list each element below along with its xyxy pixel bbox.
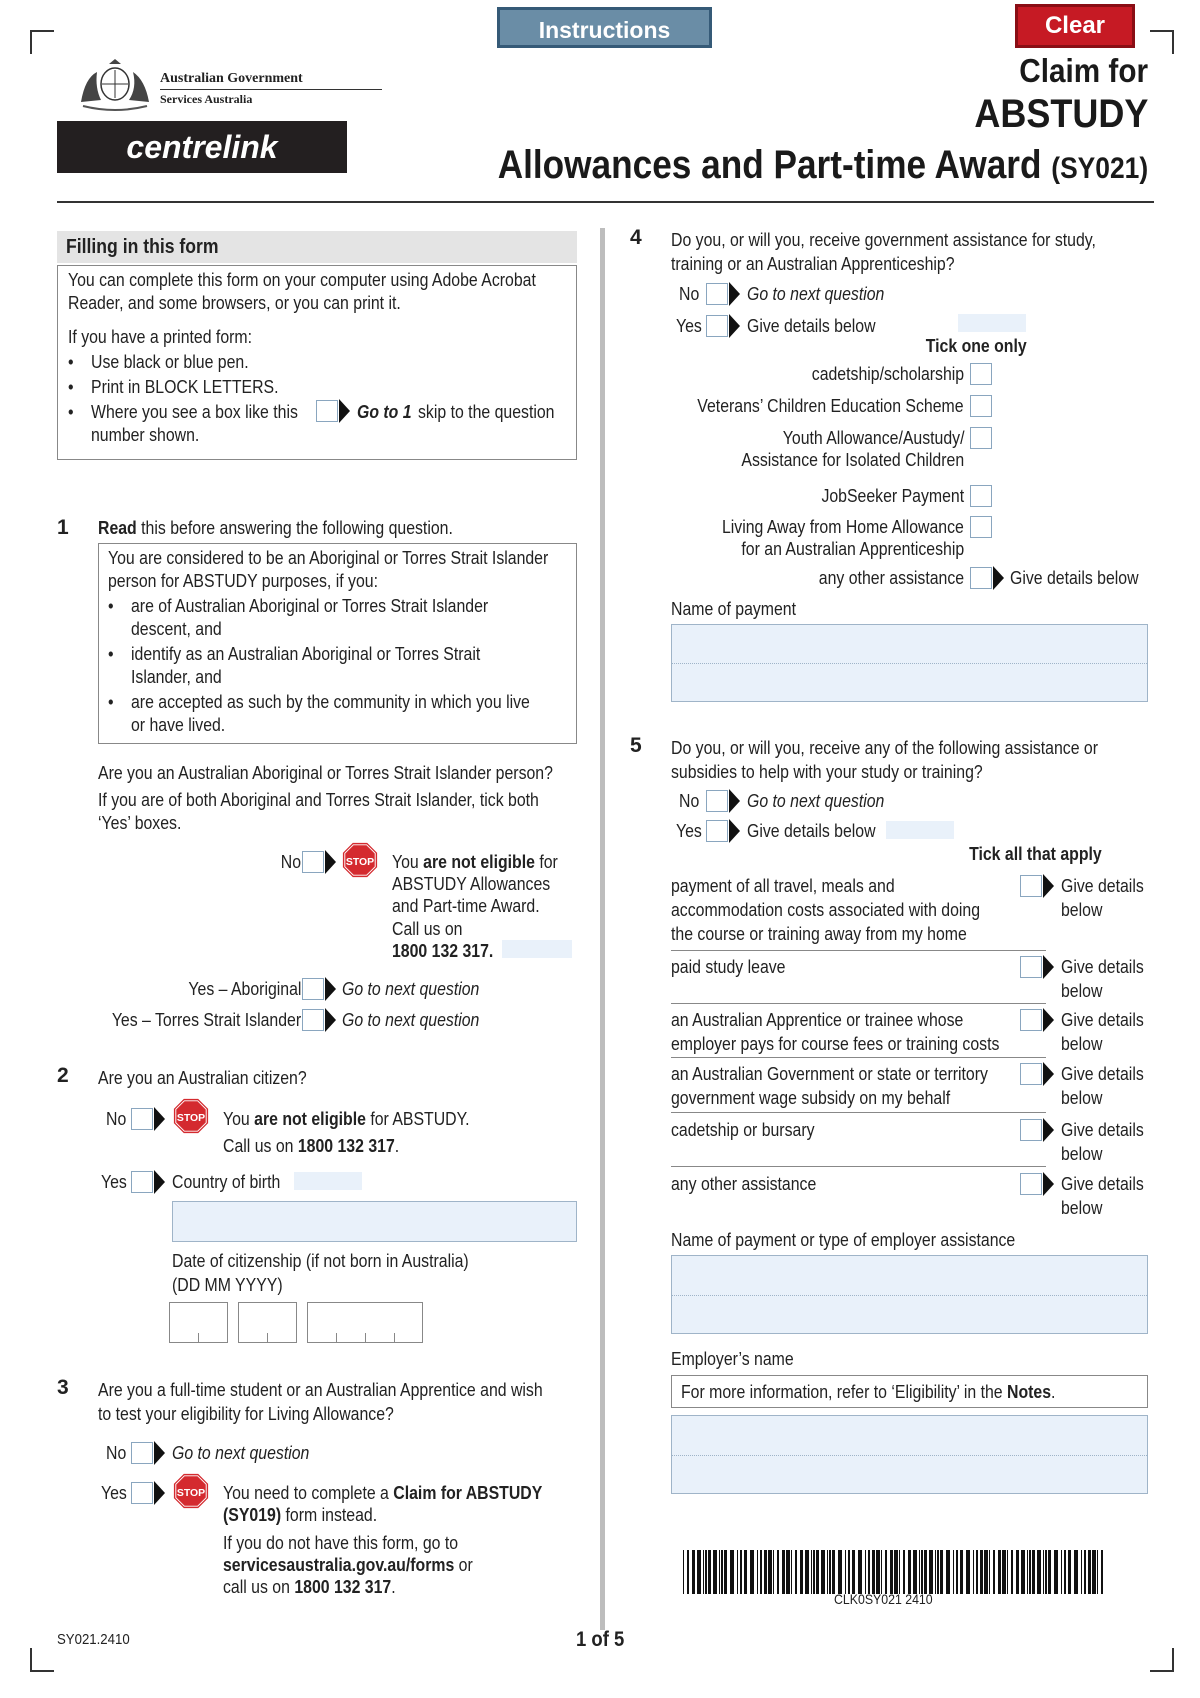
arrow-icon [339, 399, 350, 423]
form-code: (SY021) [1051, 152, 1148, 185]
q1-no-checkbox[interactable] [302, 851, 324, 873]
bullet: • [68, 352, 74, 372]
q4-no-label: No [679, 284, 700, 304]
coat-of-arms-icon [75, 58, 155, 114]
bullet: • [68, 377, 74, 397]
barcode-bar [953, 1550, 954, 1594]
q5-question: subsidies to help with your study or training? [671, 762, 983, 782]
barcode-bar [692, 1550, 695, 1594]
q5-name-of-payment-input[interactable] [671, 1255, 1148, 1334]
barcode-bar [764, 1550, 767, 1594]
row-divider [671, 950, 1046, 951]
give-details-label: below [1061, 1088, 1103, 1108]
barcode-bar [721, 1550, 723, 1594]
centrelink-logo: centrelink [57, 121, 347, 173]
q4-yes-checkbox[interactable] [706, 315, 728, 337]
barcode-bar [1021, 1550, 1025, 1594]
q1-info-text: or have lived. [131, 715, 226, 735]
question-number: 1 [57, 516, 69, 539]
q5-option-label: an Australian Apprentice or trainee whose [671, 1010, 964, 1030]
arrow-icon [1043, 1008, 1054, 1032]
barcode-bar [805, 1550, 809, 1594]
barcode-bar [773, 1550, 774, 1594]
barcode-bar [800, 1550, 803, 1594]
q1-yes-torres-checkbox[interactable] [302, 1009, 324, 1031]
barcode-bar [1081, 1550, 1082, 1594]
info-text: For more information, refer to ‘Eligibility’ in the Notes. [681, 1382, 1056, 1402]
barcode-bar [1032, 1550, 1035, 1594]
instructions-button[interactable]: Instructions [497, 7, 712, 48]
barcode-bar [980, 1550, 983, 1594]
form-title-line3: Allowances and Part-time Award (SY021) [497, 143, 1148, 187]
q4-name-label: Name of payment [671, 599, 797, 619]
q3-yes-text: You need to complete a Claim for ABSTUDY [223, 1483, 543, 1503]
q4-yes-label: Yes [676, 316, 702, 336]
q3-yes-label: Yes [101, 1483, 127, 1503]
q5-option-label: payment of all travel, meals and [671, 876, 895, 896]
q4-veterans-checkbox[interactable] [970, 395, 992, 417]
barcode-bar [1048, 1550, 1051, 1594]
barcode-bar [1045, 1550, 1047, 1594]
employer-name-input[interactable] [671, 1415, 1148, 1494]
barcode-bar [1084, 1550, 1086, 1594]
barcode-bar [760, 1550, 762, 1594]
row-divider [671, 1112, 1046, 1113]
give-details-label: Give details below [747, 316, 876, 336]
q2-yes-label: Yes [101, 1172, 127, 1192]
give-details-label: Give details [1061, 1010, 1144, 1030]
q5-question: Do you, or will you, receive any of the following assistance or [671, 738, 1099, 758]
give-details-label: below [1061, 1198, 1103, 1218]
q3-question: to test your eligibility for Living Allowance? [98, 1404, 394, 1424]
form-title-line1: Claim for [1019, 52, 1148, 89]
barcode-text: CLK0SY021 2410 [834, 1591, 933, 1607]
row-divider [671, 1057, 1046, 1058]
barcode-bar [1061, 1550, 1062, 1594]
q1-note: If you are of both Aboriginal and Torres Strait Islander, tick both [98, 790, 539, 810]
barcode-bar [937, 1550, 939, 1594]
crop-mark [30, 30, 54, 54]
q1-not-eligible: ABSTUDY Allowances [392, 874, 551, 894]
date-format-label: (DD MM YYYY) [172, 1275, 283, 1295]
give-details-label: below [1061, 1034, 1103, 1054]
arrow-icon [1043, 1118, 1054, 1142]
q3-link: servicesaustralia.gov.au/forms or [223, 1555, 473, 1575]
q4-jobseeker-checkbox[interactable] [970, 485, 992, 507]
stop-icon [172, 1097, 210, 1135]
barcode-bar [683, 1550, 684, 1594]
country-of-birth-label: Country of birth [172, 1172, 281, 1192]
q5-other-checkbox[interactable] [1020, 1173, 1042, 1195]
barcode-bar [935, 1550, 936, 1594]
q5-wage-subsidy-checkbox[interactable] [1020, 1063, 1042, 1085]
q1-note: ‘Yes’ boxes. [98, 813, 182, 833]
arrow-icon [1043, 955, 1054, 979]
filling-heading: Filling in this form [66, 236, 219, 258]
barcode-bar [791, 1550, 792, 1594]
country-of-birth-input[interactable] [172, 1201, 577, 1242]
arrow-icon [729, 819, 740, 843]
barcode-bar [976, 1550, 978, 1594]
barcode-bar [744, 1550, 747, 1594]
form-version: SY021.2410 [57, 1631, 130, 1648]
goto-label: Go to 1 [357, 402, 412, 422]
q4-name-of-payment-input[interactable] [671, 624, 1148, 702]
barcode-bar [1068, 1550, 1071, 1594]
q1-info-text: are of Australian Aboriginal or Torres Strait Islander [131, 596, 489, 616]
barcode-bar [713, 1550, 717, 1594]
crop-mark [1150, 1648, 1174, 1672]
filling-text: You can complete this form on your computer using Adobe Acrobat [68, 270, 536, 290]
arrow-icon [325, 1008, 336, 1032]
svg-text:STOP: STOP [345, 856, 375, 868]
barcode-bar [989, 1550, 990, 1594]
filling-bullet: number shown. [91, 425, 200, 445]
q1-info-text: person for ABSTUDY purposes, if you: [108, 571, 379, 591]
q3-yes-text: (SY019) form instead. [223, 1505, 378, 1525]
page-number: 1 of 5 [576, 1628, 625, 1651]
arrow-icon [325, 977, 336, 1001]
q1-yes-torres-label: Yes – Torres Strait Islander [111, 1010, 301, 1030]
q4-option-label: Veterans’ Children Education Scheme [697, 396, 964, 416]
barcode-bar [1029, 1550, 1031, 1594]
clear-button[interactable]: Clear [1015, 4, 1135, 48]
q4-option-label: Living Away from Home Allowance [722, 517, 964, 537]
q5-yes-checkbox[interactable] [706, 820, 728, 842]
barcode-bar [973, 1550, 974, 1594]
q5-no-checkbox[interactable] [706, 790, 728, 812]
barcode-bar [1092, 1550, 1096, 1594]
q3-yes-checkbox[interactable] [131, 1482, 153, 1504]
goto-label: Go to next question [342, 979, 480, 999]
barcode-bar [960, 1550, 963, 1594]
stop-icon [172, 1472, 210, 1510]
barcode-bar [1037, 1550, 1041, 1594]
crop-mark [30, 1648, 54, 1672]
q4-youth-allowance-checkbox[interactable] [970, 427, 992, 449]
barcode-bar [993, 1550, 995, 1594]
bullet: • [108, 596, 114, 616]
q1-not-eligible: You are not eligible for [392, 852, 558, 872]
row-divider [671, 1003, 1046, 1004]
give-details-label: Give details below [1010, 568, 1139, 588]
bullet: • [108, 644, 114, 664]
q5-name-label: Name of payment or type of employer assistance [671, 1230, 1016, 1250]
give-details-label: below [1061, 900, 1103, 920]
bullet: • [108, 692, 114, 712]
q3-call: call us on 1800 132 317. [223, 1577, 396, 1597]
barcode-bar [1054, 1550, 1058, 1594]
barcode-bar [1043, 1550, 1044, 1594]
goto-label: Go to next question [342, 1010, 480, 1030]
barcode-bar [719, 1550, 720, 1594]
q1-not-eligible: and Part-time Award. [392, 896, 540, 916]
header-divider [57, 201, 1154, 203]
question-number: 2 [57, 1064, 69, 1087]
q5-travel-checkbox[interactable] [1020, 875, 1042, 897]
arrow-icon [993, 566, 1004, 590]
barcode-bar [708, 1550, 711, 1594]
q2-no-label: No [106, 1109, 127, 1129]
q4-living-away-checkbox[interactable] [970, 516, 992, 538]
q1-not-eligible: Call us on [392, 919, 463, 939]
q5-yes-label: Yes [676, 821, 702, 841]
q2-call: Call us on 1800 132 317. [223, 1136, 400, 1156]
q1-intro: Read this before answering the following question. [98, 518, 453, 538]
barcode-bar [1074, 1550, 1078, 1594]
barcode-bar [821, 1550, 825, 1594]
form-title-line2: ABSTUDY [973, 92, 1148, 136]
q3-no-label: No [106, 1443, 127, 1463]
q5-option-label: any other assistance [671, 1174, 817, 1194]
row-divider [671, 1166, 1046, 1167]
q1-info-text: You are considered to be an Aboriginal or Torres Strait Islander [108, 548, 549, 568]
barcode-bar [956, 1550, 958, 1594]
stop-icon [341, 841, 379, 879]
barcode-bar [740, 1550, 742, 1594]
government-logo [75, 58, 303, 119]
q2-question: Are you an Australian citizen? [98, 1068, 307, 1088]
barcode-bar [724, 1550, 727, 1594]
agency-name: Services Australia [160, 92, 253, 106]
hidden-field[interactable] [886, 821, 954, 839]
q5-option-label: accommodation costs associated with doing [671, 900, 981, 920]
barcode-bar [1097, 1550, 1098, 1594]
q5-option-label: paid study leave [671, 957, 786, 977]
barcode-bar [811, 1550, 812, 1594]
barcode-bar [940, 1550, 943, 1594]
barcode-bar [827, 1550, 828, 1594]
question-number: 3 [57, 1376, 69, 1399]
q5-option-label: the course or training away from my home [671, 924, 967, 944]
svg-text:STOP: STOP [176, 1487, 206, 1499]
goto-label: Go to next question [172, 1443, 310, 1463]
arrow-icon [325, 850, 336, 874]
q4-other-checkbox[interactable] [970, 567, 992, 589]
arrow-icon [154, 1107, 165, 1131]
q3-yes-text: If you do not have this form, go to [223, 1533, 459, 1553]
hidden-field[interactable] [294, 1172, 362, 1190]
barcode-bar [1101, 1550, 1103, 1594]
barcode-bar [1064, 1550, 1066, 1594]
give-details-label: Give details [1061, 1174, 1144, 1194]
q5-apprentice-checkbox[interactable] [1020, 1009, 1042, 1031]
bullet: • [68, 402, 74, 422]
employer-name-label: Employer’s name [671, 1349, 794, 1369]
barcode-bar [705, 1550, 707, 1594]
q4-option-label: Youth Allowance/Austudy/ [782, 428, 964, 448]
barcode-bar [813, 1550, 815, 1594]
filling-text: Reader, and some browsers, or you can print it. [68, 293, 401, 313]
svg-text:STOP: STOP [176, 1112, 206, 1124]
q1-info-text: identify as an Australian Aboriginal or Torres Strait [131, 644, 481, 664]
barcode-bar [703, 1550, 704, 1594]
give-details-label: Give details [1061, 1120, 1144, 1140]
example-box [316, 400, 338, 422]
q5-study-leave-checkbox[interactable] [1020, 956, 1042, 978]
q5-option-label: employer pays for course fees or training costs [671, 1034, 1000, 1054]
tick-all-that-apply: Tick all that apply [969, 844, 1102, 864]
q5-cadetship-checkbox[interactable] [1020, 1119, 1042, 1141]
arrow-icon [154, 1441, 165, 1465]
q5-option-label: an Australian Government or state or territory [671, 1064, 988, 1084]
barcode-bar [768, 1550, 772, 1594]
q5-no-label: No [679, 791, 700, 811]
q1-info-text: Islander, and [131, 667, 222, 687]
question-number: 5 [630, 734, 642, 757]
barcode-bar [998, 1550, 1001, 1594]
barcode-bar [782, 1550, 785, 1594]
filling-text: If you have a printed form: [68, 327, 253, 347]
arrow-icon [729, 314, 740, 338]
crop-mark [1150, 30, 1174, 54]
barcode-bar [730, 1550, 734, 1594]
arrow-icon [1043, 1062, 1054, 1086]
q5-option-label: government wage subsidy on my behalf [671, 1088, 951, 1108]
q3-no-checkbox[interactable] [131, 1442, 153, 1464]
give-details-label: Give details [1061, 1064, 1144, 1084]
barcode-bar [697, 1550, 701, 1594]
barcode-bar [737, 1550, 738, 1594]
q4-no-checkbox[interactable] [706, 283, 728, 305]
barcode-bar [946, 1550, 950, 1594]
filling-bullet: Print in BLOCK LETTERS. [91, 377, 279, 397]
q4-option-label: any other assistance [818, 568, 964, 588]
arrow-icon [154, 1481, 165, 1505]
q4-question: training or an Australian Apprenticeship? [671, 254, 955, 274]
q4-option-label: cadetship/scholarship [811, 364, 964, 384]
q2-not-eligible: You are not eligible for ABSTUDY. [223, 1109, 470, 1129]
tick-one-only: Tick one only [926, 336, 1027, 356]
q4-option-label: JobSeeker Payment [821, 486, 964, 506]
goto-label: Go to next question [747, 791, 885, 811]
barcode-bar [795, 1550, 797, 1594]
barcode-bar [1007, 1550, 1008, 1594]
barcode-bar [1016, 1550, 1019, 1594]
q1-yes-aboriginal-label: Yes – Aboriginal [187, 979, 301, 999]
q4-question: Do you, or will you, receive government assistance for study, [671, 230, 1096, 250]
arrow-icon [154, 1170, 165, 1194]
q1-no-label: No [280, 852, 301, 872]
barcode-bar [786, 1550, 790, 1594]
q5-option-label: cadetship or bursary [671, 1120, 815, 1140]
q1-info-text: are accepted as such by the community in which you live [131, 692, 530, 712]
date-of-citizenship-label: Date of citizenship (if not born in Australia) [172, 1251, 469, 1271]
give-details-label: Give details below [747, 821, 876, 841]
give-details-label: Give details [1061, 957, 1144, 977]
filling-bullet: Where you see a box like this [91, 402, 298, 422]
question-number: 4 [630, 226, 642, 249]
barcode-bar [1002, 1550, 1006, 1594]
barcode-bar [1027, 1550, 1028, 1594]
column-divider [600, 228, 605, 1630]
barcode-bar [984, 1550, 988, 1594]
barcode-bar [777, 1550, 779, 1594]
give-details-label: Give details [1061, 876, 1144, 896]
q2-yes-checkbox[interactable] [131, 1171, 153, 1193]
arrow-icon [1043, 1172, 1054, 1196]
arrow-icon [1043, 874, 1054, 898]
q1-phone: 1800 132 317. [392, 941, 494, 961]
give-details-label: below [1061, 981, 1103, 1001]
goto-label: Go to next question [747, 284, 885, 304]
q2-no-checkbox[interactable] [131, 1108, 153, 1130]
give-details-label: below [1061, 1144, 1103, 1164]
barcode-bar [966, 1550, 970, 1594]
barcode-bar [1011, 1550, 1013, 1594]
q4-option-label: for an Australian Apprenticeship [741, 539, 964, 559]
arrow-icon [729, 282, 740, 306]
filling-bullet: Use black or blue pen. [91, 352, 249, 372]
barcode-bar [816, 1550, 819, 1594]
q1-question: Are you an Australian Aboriginal or Torres Strait Islander person? [98, 763, 553, 783]
filling-bullet: skip to the question [418, 402, 555, 422]
q1-yes-aboriginal-checkbox[interactable] [302, 978, 324, 1000]
hidden-field[interactable] [958, 314, 1026, 332]
gov-name: Australian Government [160, 71, 303, 86]
barcode-bar [829, 1550, 831, 1594]
q3-question: Are you a full-time student or an Australian Apprentice and wish [98, 1380, 543, 1400]
barcode-bar [757, 1550, 758, 1594]
arrow-icon [729, 789, 740, 813]
q4-cadetship-checkbox[interactable] [970, 363, 992, 385]
q4-option-label: Assistance for Isolated Children [741, 450, 964, 470]
hidden-field[interactable] [502, 940, 572, 958]
q1-info-text: descent, and [131, 619, 222, 639]
barcode-bar [1088, 1550, 1091, 1594]
barcode-bar [687, 1550, 689, 1594]
barcode-bar [750, 1550, 754, 1594]
